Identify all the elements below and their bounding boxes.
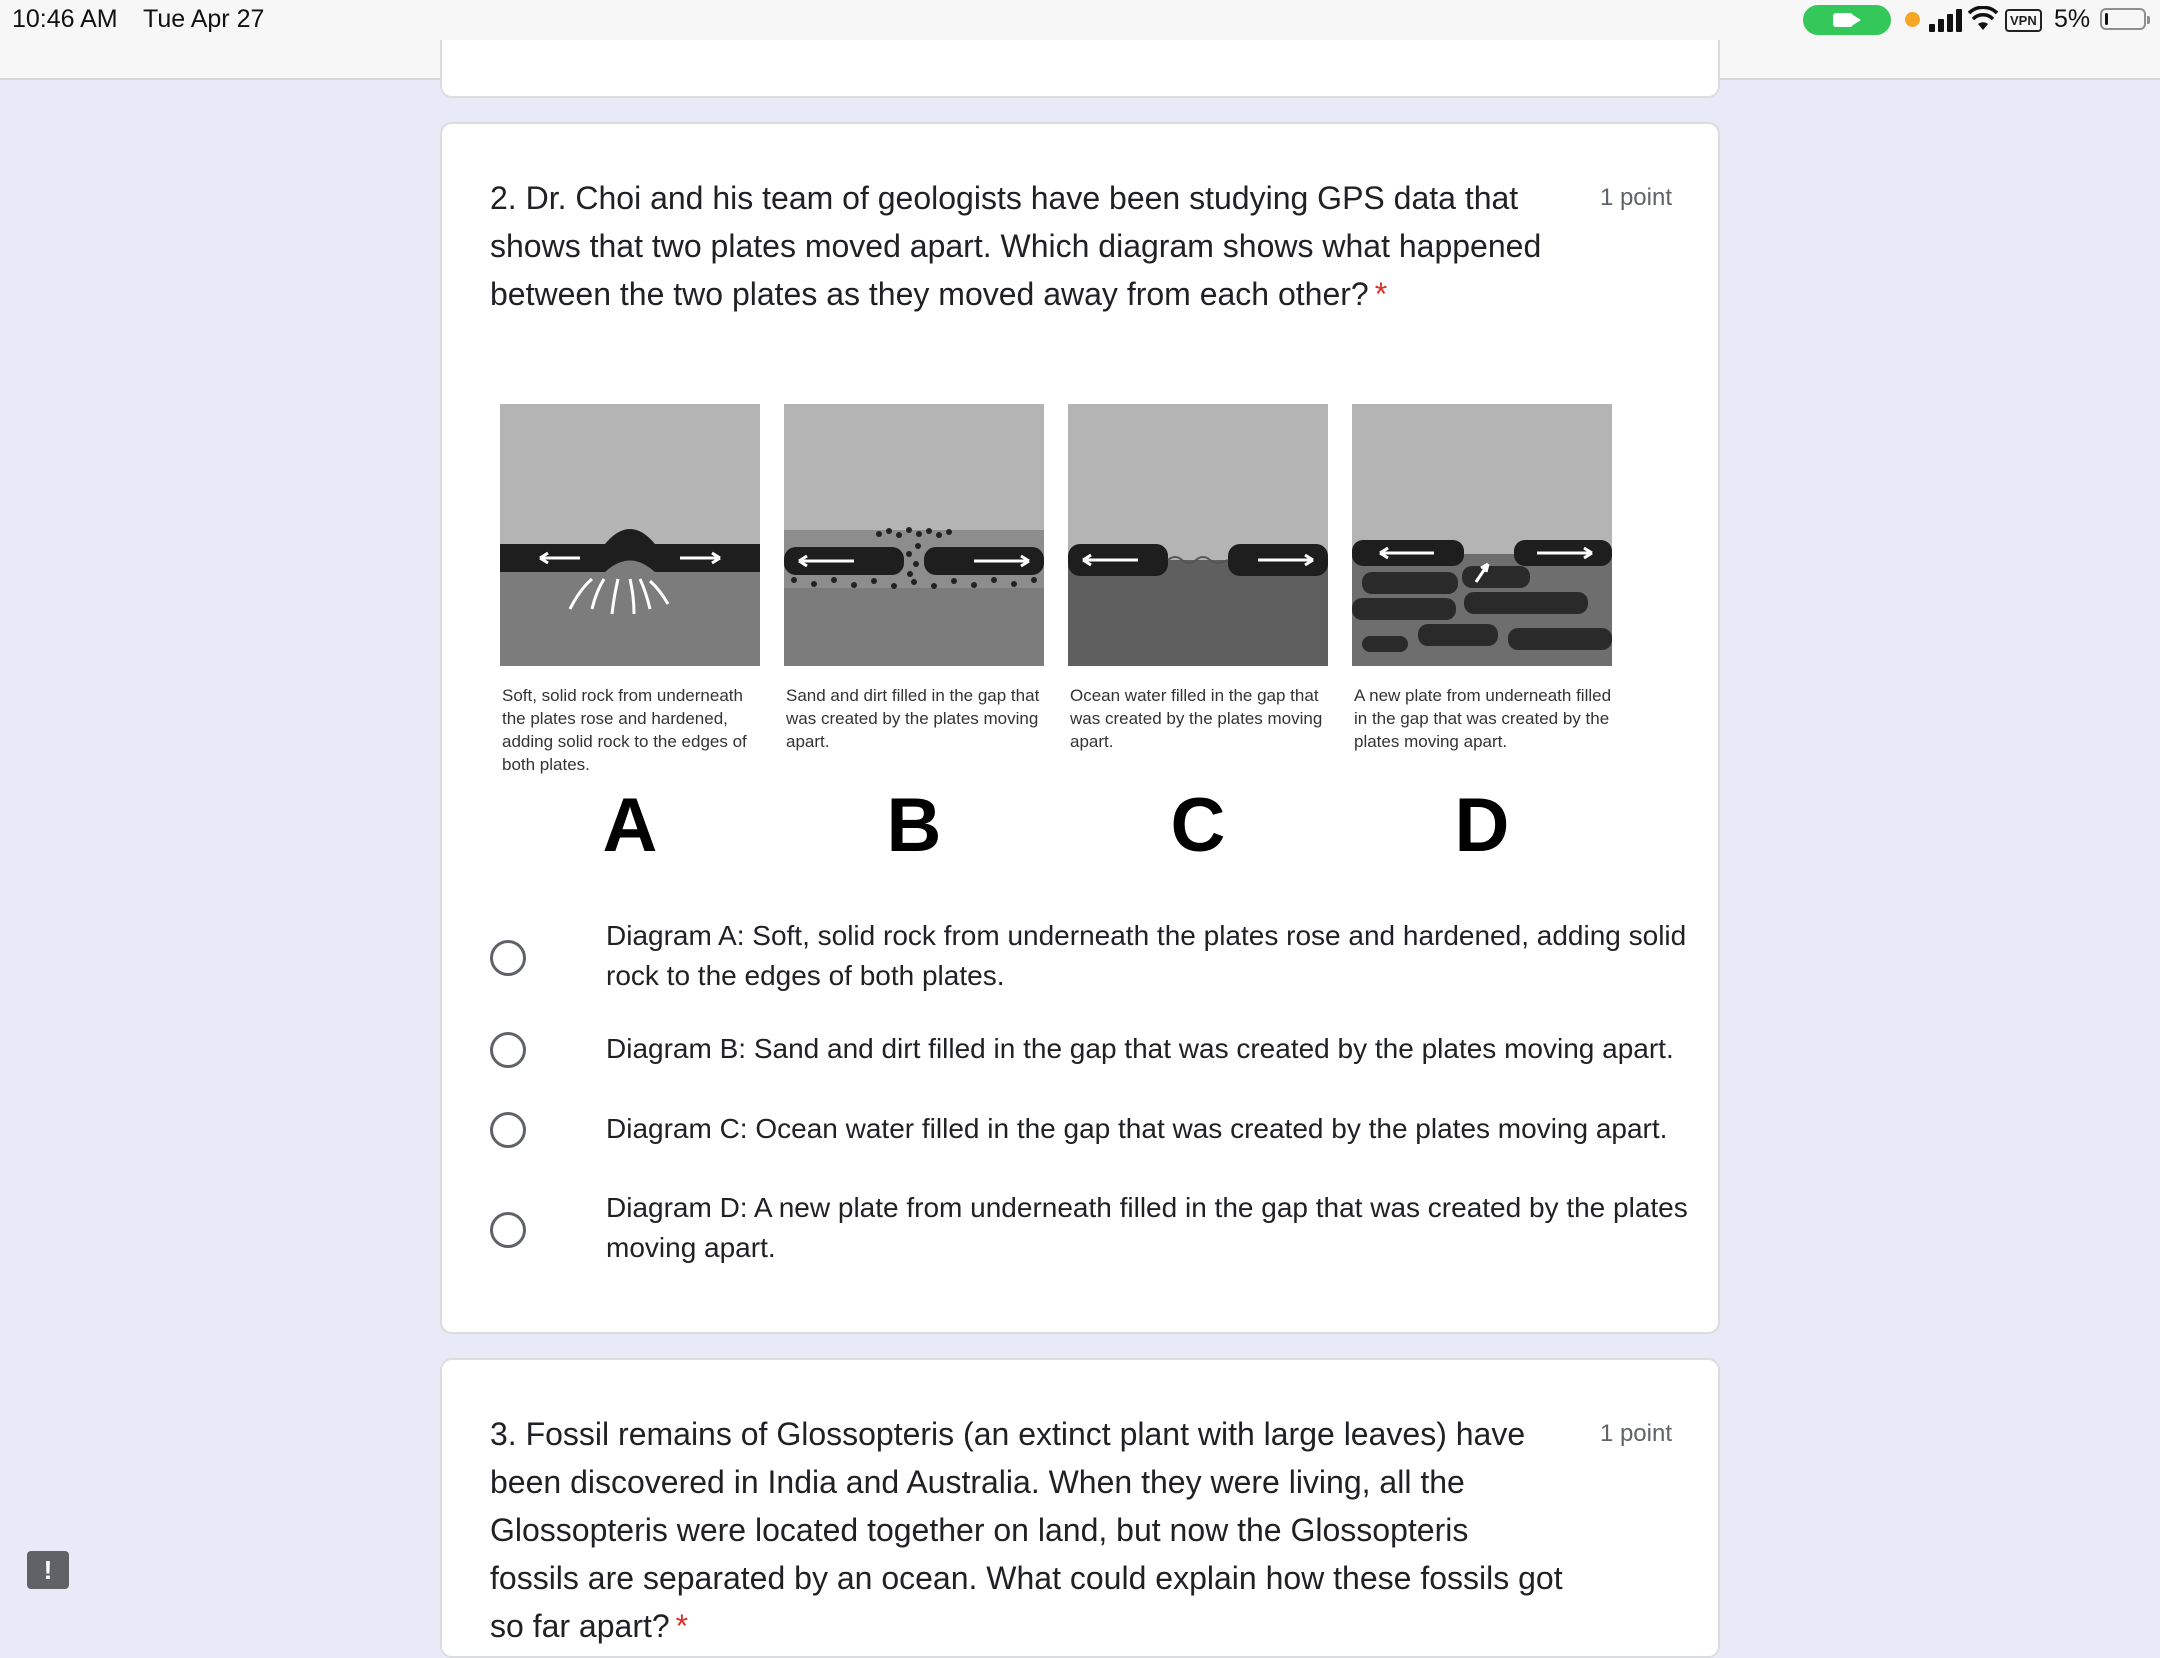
diagram-caption-d: A new plate from underneath filled in the gap that was created by the plates moving apart. — [1354, 686, 1612, 751]
diagram-panel-b — [784, 404, 1044, 666]
radio-button[interactable] — [490, 940, 526, 976]
battery-icon — [2100, 8, 2146, 30]
microphone-in-use-dot — [1905, 12, 1920, 27]
diagram-caption-a: Soft, solid rock from underneath the plates rose and hardened, adding solid rock to the edges of both plates. — [502, 686, 747, 774]
radio-button[interactable] — [490, 1112, 526, 1148]
screen-recording-indicator[interactable] — [1803, 5, 1891, 35]
diagram-panel-a — [500, 404, 760, 666]
diagram-caption-c: Ocean water filled in the gap that was created by the plates moving apart. — [1070, 686, 1323, 751]
exclamation-icon: ! — [43, 1555, 53, 1585]
option-label[interactable]: Diagram A: Soft, solid rock from underneath the plates rose and hardened, adding solid rock to the edges of both plates. — [606, 920, 1687, 991]
option-label[interactable]: Diagram C: Ocean water filled in the gap that was created by the plates moving apart. — [606, 1113, 1668, 1144]
diagram-letter-d: D — [1454, 783, 1510, 868]
question-points: 1 point — [1599, 1420, 1672, 1447]
vpn-icon: VPN — [2005, 9, 2042, 32]
question-title: 2. Dr. Choi and his team of geologists have been studying GPS data that shows that two plates moved apart. Which diagram shows what happened between the two plates as they moved away from each other? * — [490, 180, 1542, 312]
diagram-panel-d — [1352, 404, 1612, 666]
radio-button[interactable] — [490, 1212, 526, 1248]
plate-diagram-image — [500, 404, 1620, 868]
required-asterisk: * — [1374, 276, 1388, 312]
question-card-3 — [440, 1358, 1720, 1658]
radio-button[interactable] — [490, 1032, 526, 1068]
question-points: 1 point — [1599, 184, 1672, 211]
question-card-2 — [440, 122, 1720, 1334]
diagram-panel-c — [1068, 404, 1328, 666]
previous-question-card — [440, 40, 1720, 98]
status-time: 10:46 AM — [12, 5, 118, 33]
option-label[interactable]: Diagram D: A new plate from underneath filled in the gap that was created by the plates moving apart. — [606, 1192, 1688, 1263]
diagram-caption-b: Sand and dirt filled in the gap that was created by the plates moving apart. — [786, 686, 1040, 751]
cellular-signal-icon — [1928, 8, 1964, 32]
video-camera-icon — [1833, 13, 1853, 27]
battery-percentage: 5% — [2054, 5, 2091, 33]
report-feedback-button[interactable] — [27, 1551, 69, 1589]
diagram-letter-c: C — [1170, 783, 1226, 868]
required-asterisk: * — [675, 1608, 689, 1644]
diagram-letter-a: A — [602, 783, 658, 868]
question-title: 3. Fossil remains of Glossopteris (an extinct plant with large leaves) have been discovered in India and Australia. When they were living, all the Glossopteris were located together on land, but now the Glossopteris fossils are separated by an ocean. What could explain how these fossils got so far apart? * — [490, 1416, 1563, 1644]
diagram-letter-b: B — [886, 783, 942, 868]
option-label[interactable]: Diagram B: Sand and dirt filled in the gap that was created by the plates moving apart. — [606, 1033, 1674, 1064]
wifi-icon — [1968, 6, 1998, 32]
status-date: Tue Apr 27 — [143, 5, 265, 33]
